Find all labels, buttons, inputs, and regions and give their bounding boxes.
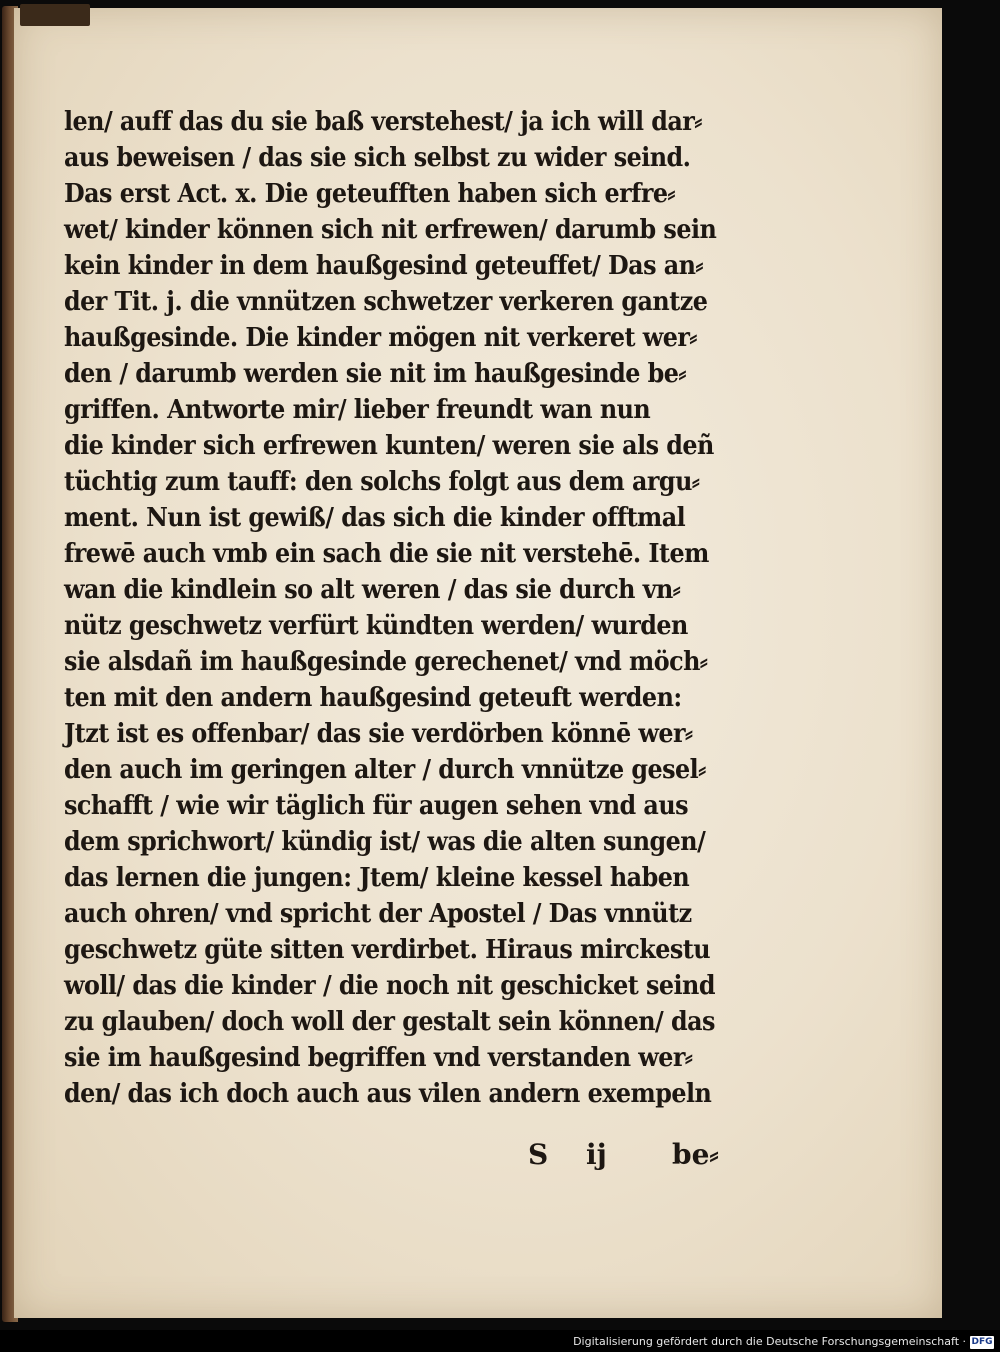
- text-line: das lernen die jungen: Jtem/ kleine kessel haben: [64, 862, 690, 893]
- text-line: geschwetz güte sitten verdirbet. Hiraus mirckestu: [64, 934, 711, 965]
- text-line: zu glauben/ doch woll der gestalt sein können/ das: [64, 1006, 715, 1037]
- text-line: Das erst Act. x. Die geteufften haben sich erfre⸗: [64, 178, 675, 209]
- text-line: frewē auch vmb ein sach die sie nit verstehē. Item: [64, 538, 709, 569]
- text-line: tüchtig zum tauff: den solchs folgt aus dem argu⸗: [64, 466, 700, 497]
- text-line: sie alsdañ im haußgesinde gerechenet/ vnd möch⸗: [64, 646, 708, 677]
- signature-number: ij: [586, 1138, 607, 1171]
- text-line: kein kinder in dem haußgesind geteuffet/ Das an⸗: [64, 250, 703, 281]
- text-line: haußgesinde. Die kinder mögen nit verkeret wer⸗: [64, 322, 697, 353]
- text-line: der Tit. j. die vnnützen schwetzer verkeren gantze: [64, 286, 708, 317]
- text-line: sie im haußgesind begriffen vnd verstanden wer⸗: [64, 1042, 693, 1073]
- text-line: Jtzt ist es offenbar/ das sie verdörben könnē wer⸗: [64, 718, 693, 749]
- text-line: wet/ kinder können sich nit erfrewen/ darumb sein: [64, 214, 717, 245]
- corner-damage: [20, 4, 90, 26]
- text-line: len/ auff das du sie baß verstehest/ ja ich will dar⸗: [64, 106, 702, 137]
- text-line: ment. Nun ist gewiß/ das sich die kinder offtmal: [64, 502, 686, 533]
- text-line: wan die kindlein so alt weren / das sie durch vn⸗: [64, 574, 681, 605]
- text-line: ten mit den andern haußgesind geteuft werden:: [64, 682, 682, 713]
- text-line: nütz geschwetz verfürt kündten werden/ wurden: [64, 610, 688, 641]
- text-line: den auch im geringen alter / durch vnnütze gesel⸗: [64, 754, 706, 785]
- text-line: die kinder sich erfrewen kunten/ weren sie als deñ: [64, 430, 714, 461]
- text-line: den/ das ich doch auch aus vilen andern exempeln: [64, 1078, 712, 1109]
- signature-line: [520, 1138, 760, 1178]
- digitization-credit: Digitalisierung gefördert durch die Deutsche Forschungsgemeinschaft ·: [573, 1335, 966, 1348]
- catchword: be⸗: [672, 1138, 719, 1171]
- text-line: aus beweisen / das sie sich selbst zu wider seind.: [64, 142, 691, 173]
- dfg-logo: DFG: [971, 1337, 993, 1347]
- text-line: dem sprichwort/ kündig ist/ was die alten sungen/: [64, 826, 706, 857]
- text-block: [64, 104, 754, 1112]
- text-line: woll/ das die kinder / die noch nit geschicket seind: [64, 970, 715, 1001]
- text-line: schafft / wie wir täglich für augen sehen vnd aus: [64, 790, 689, 821]
- text-line: auch ohren/ vnd spricht der Apostel / Das vnnütz: [64, 898, 692, 929]
- text-line: den / darumb werden sie nit im haußgesinde be⸗: [64, 358, 686, 389]
- text-line: griffen. Antworte mir/ lieber freundt wan nun: [64, 394, 651, 425]
- signature-letter: S: [528, 1138, 549, 1171]
